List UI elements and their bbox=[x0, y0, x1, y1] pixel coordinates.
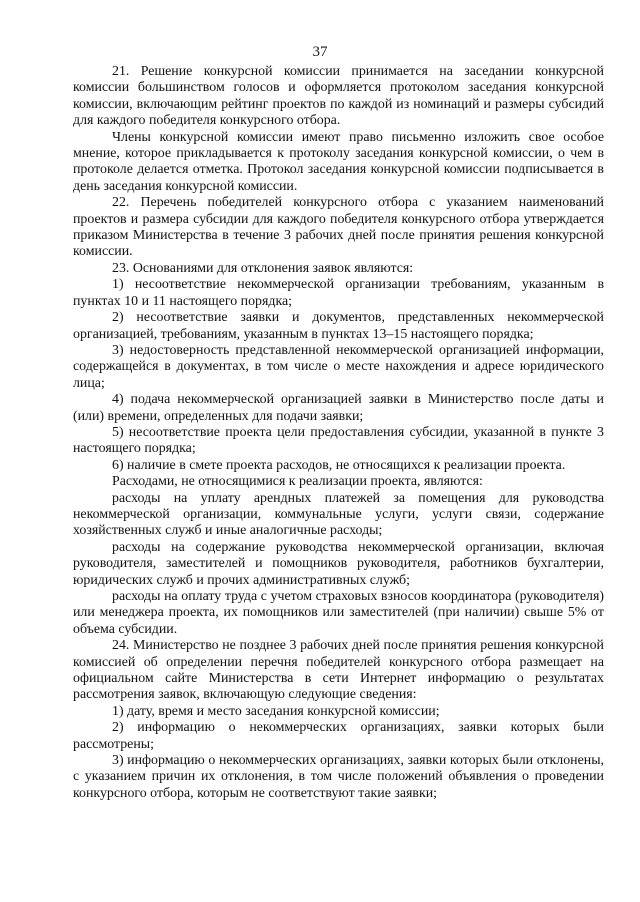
list-item-24-1: 1) дату, время и место заседания конкурсной комиссии; bbox=[112, 703, 440, 719]
paragraph-expenses-heading: Расходами, не относящимися к реализации проекта, являются: bbox=[112, 474, 483, 490]
paragraph-22: 22. Перечень победителей конкурсного отбора с указанием наименований проектов и размера субсидии для каждого победителя конкурсного отбора утверждается приказом Министерства в течение 3 рабочих дней после принятия решения конкурсной комиссии. bbox=[73, 195, 604, 260]
paragraph-21: 21. Решение конкурсной комиссии принимается на заседании конкурсной комиссии большинством голосов и оформляется протоколом заседания конкурсной комиссии, включающим рейтинг проектов по каждой из номинаций и размеры субсидий для каждого победителя конкурсного отбора. bbox=[73, 64, 604, 129]
expense-item-salary: расходы на оплату труда с учетом страховых взносов координатора (руководителя) или менеджера проекта, их помощников или заместителей (при наличии) свыше 5% от объема субсидии. bbox=[73, 589, 604, 637]
expense-item-management: расходы на содержание руководства некоммерческой организации, включая руководителя, заместителей и помощников руководителя, работников бухгалтерии, юридических служб и прочих административных служб; bbox=[73, 539, 604, 588]
list-item-23-6: 6) наличие в смете проекта расходов, не относящихся к реализации проекта. bbox=[112, 457, 566, 473]
list-item-23-3: 3) недостоверность представленной некоммерческой организацией информации, содержащейся в документах, в том числе о месте нахождения и адресе юридического лица; bbox=[73, 342, 604, 391]
paragraph-23: 23. Основаниями для отклонения заявок являются: bbox=[112, 260, 414, 276]
list-item-23-4: 4) подача некоммерческой организацией заявки в Министерство после даты и (или) времени, определенных для подачи заявки; bbox=[73, 392, 604, 424]
expense-item-rent: расходы на уплату арендных платежей за помещения для руководства некоммерческой организации, коммунальные услуги, услуги связи, содержание хозяйственных служб и иные аналогичные расходы; bbox=[73, 490, 604, 539]
page-number: 37 bbox=[312, 44, 328, 60]
paragraph-members-opinion: Члены конкурсной комиссии имеют право письменно изложить свое особое мнение, которое прикладывается к протоколу заседания конкурсной комиссии, о чем в протоколе делается отметка. Протокол заседания конкурсной комиссии подписывается в день заседания конкурсной комиссии. bbox=[73, 129, 604, 194]
list-item-23-1: 1) несоответствие некоммерческой организации требованиям, указанным в пунктах 10 и 11 настоящего порядка; bbox=[73, 277, 604, 309]
list-item-24-3: 3) информацию о некоммерческих организациях, заявки которых были отклонены, с указанием причин их отклонения, в том числе положений объявления о проведении конкурсного отбора, которым не соответствуют такие заявки; bbox=[73, 753, 604, 801]
document-body bbox=[73, 64, 604, 802]
list-item-23-2: 2) несоответствие заявки и документов, представленных некоммерческой организацией, требованиям, указанным в пунктах 13–15 настоящего порядка; bbox=[73, 310, 604, 342]
list-item-23-5: 5) несоответствие проекта цели предоставления субсидии, указанной в пункте 3 настоящего порядка; bbox=[73, 424, 604, 457]
list-item-24-2: 2) информацию о некоммерческих организациях, заявки которых были рассмотрены; bbox=[73, 720, 604, 752]
paragraph-24: 24. Министерство не позднее 3 рабочих дней после принятия решения конкурсной комиссией об определении перечня победителей конкурсного отбора размещает на официальном сайте Министерства в сети Интернет информацию о результатах рассмотрения заявок, включающую следующие сведения: bbox=[73, 638, 604, 703]
